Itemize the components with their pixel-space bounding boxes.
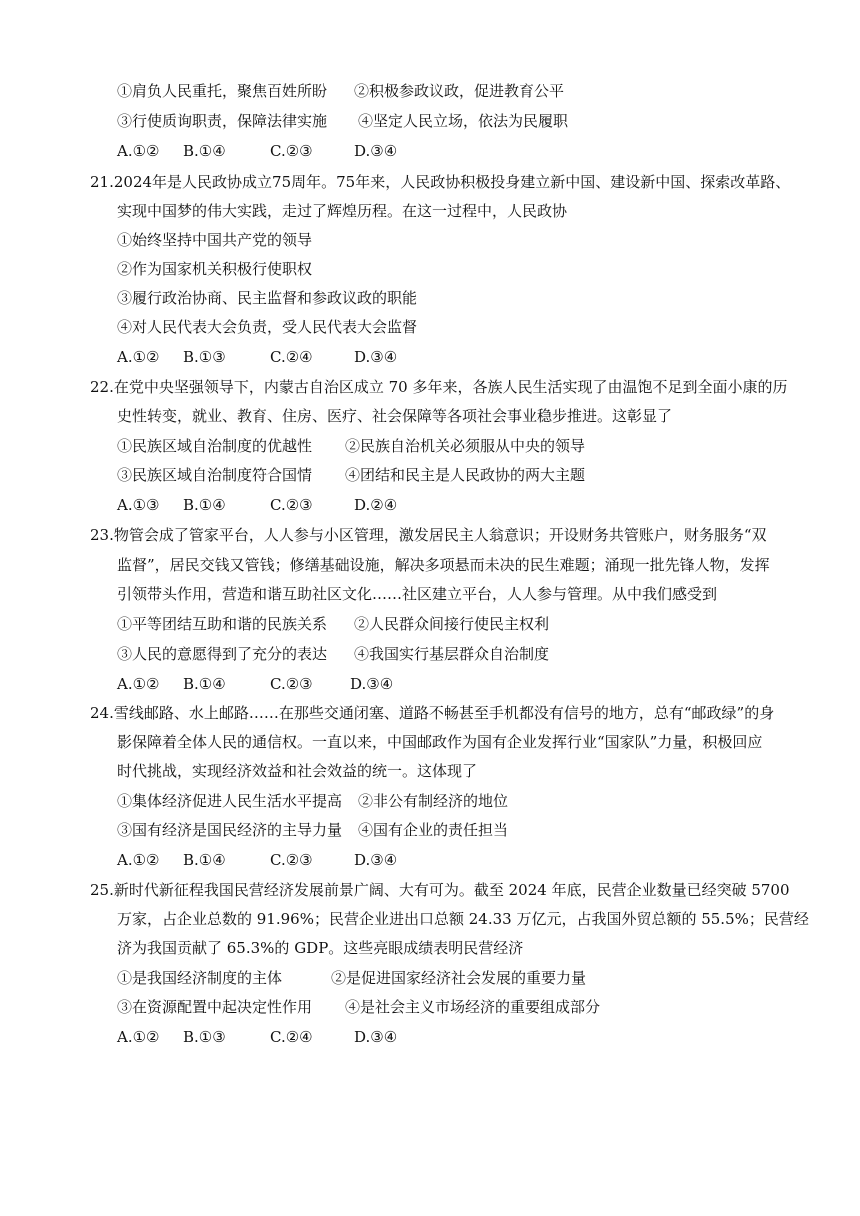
q25-stem-line-1: 25.新时代新征程我国民营经济发展前景广阔、大有可为。截至 2024 年底，民营企业数量已经突破 5700 — [90, 881, 790, 899]
q25-option-b: B.①③ — [183, 1028, 226, 1046]
q20-option-d: D.③④ — [354, 142, 398, 160]
q24-statement-3: ③国有经济是国民经济的主导力量 — [117, 821, 343, 839]
q25-option-d: D.③④ — [354, 1028, 398, 1046]
q21-option-c: C.②④ — [270, 348, 313, 366]
q21-option-a: A.①② — [117, 348, 160, 366]
q25-statement-2: ②是促进国家经济社会发展的重要力量 — [331, 969, 587, 987]
q24-stem-line-3: 时代挑战，实现经济效益和社会效益的统一。这体现了 — [117, 762, 478, 780]
q23-stem-line-2: 监督”，居民交钱又管钱；修缮基础设施，解决多项悬而未决的民生难题；涌现一批先锋人物，发挥 — [117, 556, 770, 574]
q21-option-b: B.①③ — [183, 348, 226, 366]
q24-option-c: C.②③ — [270, 851, 313, 869]
q22-option-a: A.①③ — [117, 496, 160, 514]
q24-statement-1: ①集体经济促进人民生活水平提高 — [117, 792, 343, 810]
q23-stem-line-1: 23.物管会成了管家平台，人人参与小区管理，激发居民主人翁意识；开设财务共管账户，财务服务“双 — [90, 526, 767, 544]
q21-stem-line-2: 实现中国梦的伟大实践，走过了辉煌历程。在这一过程中，人民政协 — [117, 202, 568, 220]
q25-option-a: A.①② — [117, 1028, 160, 1046]
q23-statement-1: ①平等团结互助和谐的民族关系 — [117, 615, 328, 633]
q20-option-a: A.①② — [117, 142, 160, 160]
q24-option-b: B.①④ — [183, 851, 226, 869]
q20-option-b: B.①④ — [183, 142, 226, 160]
q23-statement-2: ②人民群众间接行使民主权利 — [354, 615, 550, 633]
q20-statement-1: ①肩负人民重托，聚焦百姓所盼 — [117, 82, 328, 100]
q20-option-c: C.②③ — [270, 142, 313, 160]
q21-option-d: D.③④ — [354, 348, 398, 366]
q20-statement-4: ④坚定人民立场，依法为民履职 — [358, 112, 569, 130]
q21-statement-1: ①始终坚持中国共产党的领导 — [117, 231, 313, 249]
q22-option-d: D.②④ — [354, 496, 398, 514]
q23-statement-4: ④我国实行基层群众自治制度 — [354, 645, 550, 663]
q21-statement-4: ④对人民代表大会负责，受人民代表大会监督 — [117, 318, 418, 336]
q25-statement-1: ①是我国经济制度的主体 — [117, 969, 283, 987]
q23-option-d: D.③④ — [350, 675, 394, 693]
q23-option-c: C.②③ — [270, 675, 313, 693]
q21-statement-2: ②作为国家机关积极行使职权 — [117, 260, 313, 278]
q24-statement-4: ④国有企业的责任担当 — [358, 821, 509, 839]
q23-statement-3: ③人民的意愿得到了充分的表达 — [117, 645, 328, 663]
q25-statement-3: ③在资源配置中起决定性作用 — [117, 998, 313, 1016]
q24-stem-line-1: 24.雪线邮路、水上邮路……在那些交通闭塞、道路不畅甚至手机都没有信号的地方，总有“邮政绿”的身 — [90, 704, 775, 722]
q22-option-c: C.②③ — [270, 496, 313, 514]
q21-stem-line-1: 21.2024年是人民政协成立75周年。75年来，人民政协积极投身建立新中国、建设新中国、探索改革路、 — [90, 173, 791, 191]
q25-option-c: C.②④ — [270, 1028, 313, 1046]
q22-statement-3: ③民族区域自治制度符合国情 — [117, 466, 313, 484]
q22-statement-1: ①民族区域自治制度的优越性 — [117, 437, 313, 455]
q23-stem-line-3: 引领带头作用，营造和谐互助社区文化……社区建立平台，人人参与管理。从中我们感受到 — [117, 585, 718, 603]
q24-stem-line-2: 影保障着全体人民的通信权。一直以来，中国邮政作为国有企业发挥行业“国家队”力量，积极回应 — [117, 733, 763, 751]
q20-statement-3: ③行使质询职责，保障法律实施 — [117, 112, 328, 130]
q22-option-b: B.①④ — [183, 496, 226, 514]
q24-statement-2: ②非公有制经济的地位 — [358, 792, 509, 810]
q24-option-d: D.③④ — [354, 851, 398, 869]
q22-statement-4: ④团结和民主是人民政协的两大主题 — [345, 466, 586, 484]
q22-statement-2: ②民族自治机关必须服从中央的领导 — [345, 437, 586, 455]
q23-option-b: B.①④ — [183, 675, 226, 693]
q25-stem-line-3: 济为我国贡献了 65.3%的 GDP。这些亮眼成绩表明民营经济 — [117, 939, 524, 957]
q25-stem-line-2: 万家，占企业总数的 91.96%；民营企业进出口总额 24.33 万亿元，占我国外贸总额的 55.5%；民营经 — [117, 910, 809, 928]
q22-stem-line-2: 史性转变，就业、教育、住房、医疗、社会保障等各项社会事业稳步推进。这彰显了 — [117, 407, 673, 425]
q25-statement-4: ④是社会主义市场经济的重要组成部分 — [345, 998, 601, 1016]
q20-statement-2: ②积极参政议政，促进教育公平 — [354, 82, 565, 100]
q21-statement-3: ③履行政治协商、民主监督和参政议政的职能 — [117, 289, 418, 307]
q22-stem-line-1: 22.在党中央坚强领导下，内蒙古自治区成立 70 多年来，各族人民生活实现了由温饱不足到全面小康的历 — [90, 378, 788, 396]
q24-option-a: A.①② — [117, 851, 160, 869]
q23-option-a: A.①② — [117, 675, 160, 693]
